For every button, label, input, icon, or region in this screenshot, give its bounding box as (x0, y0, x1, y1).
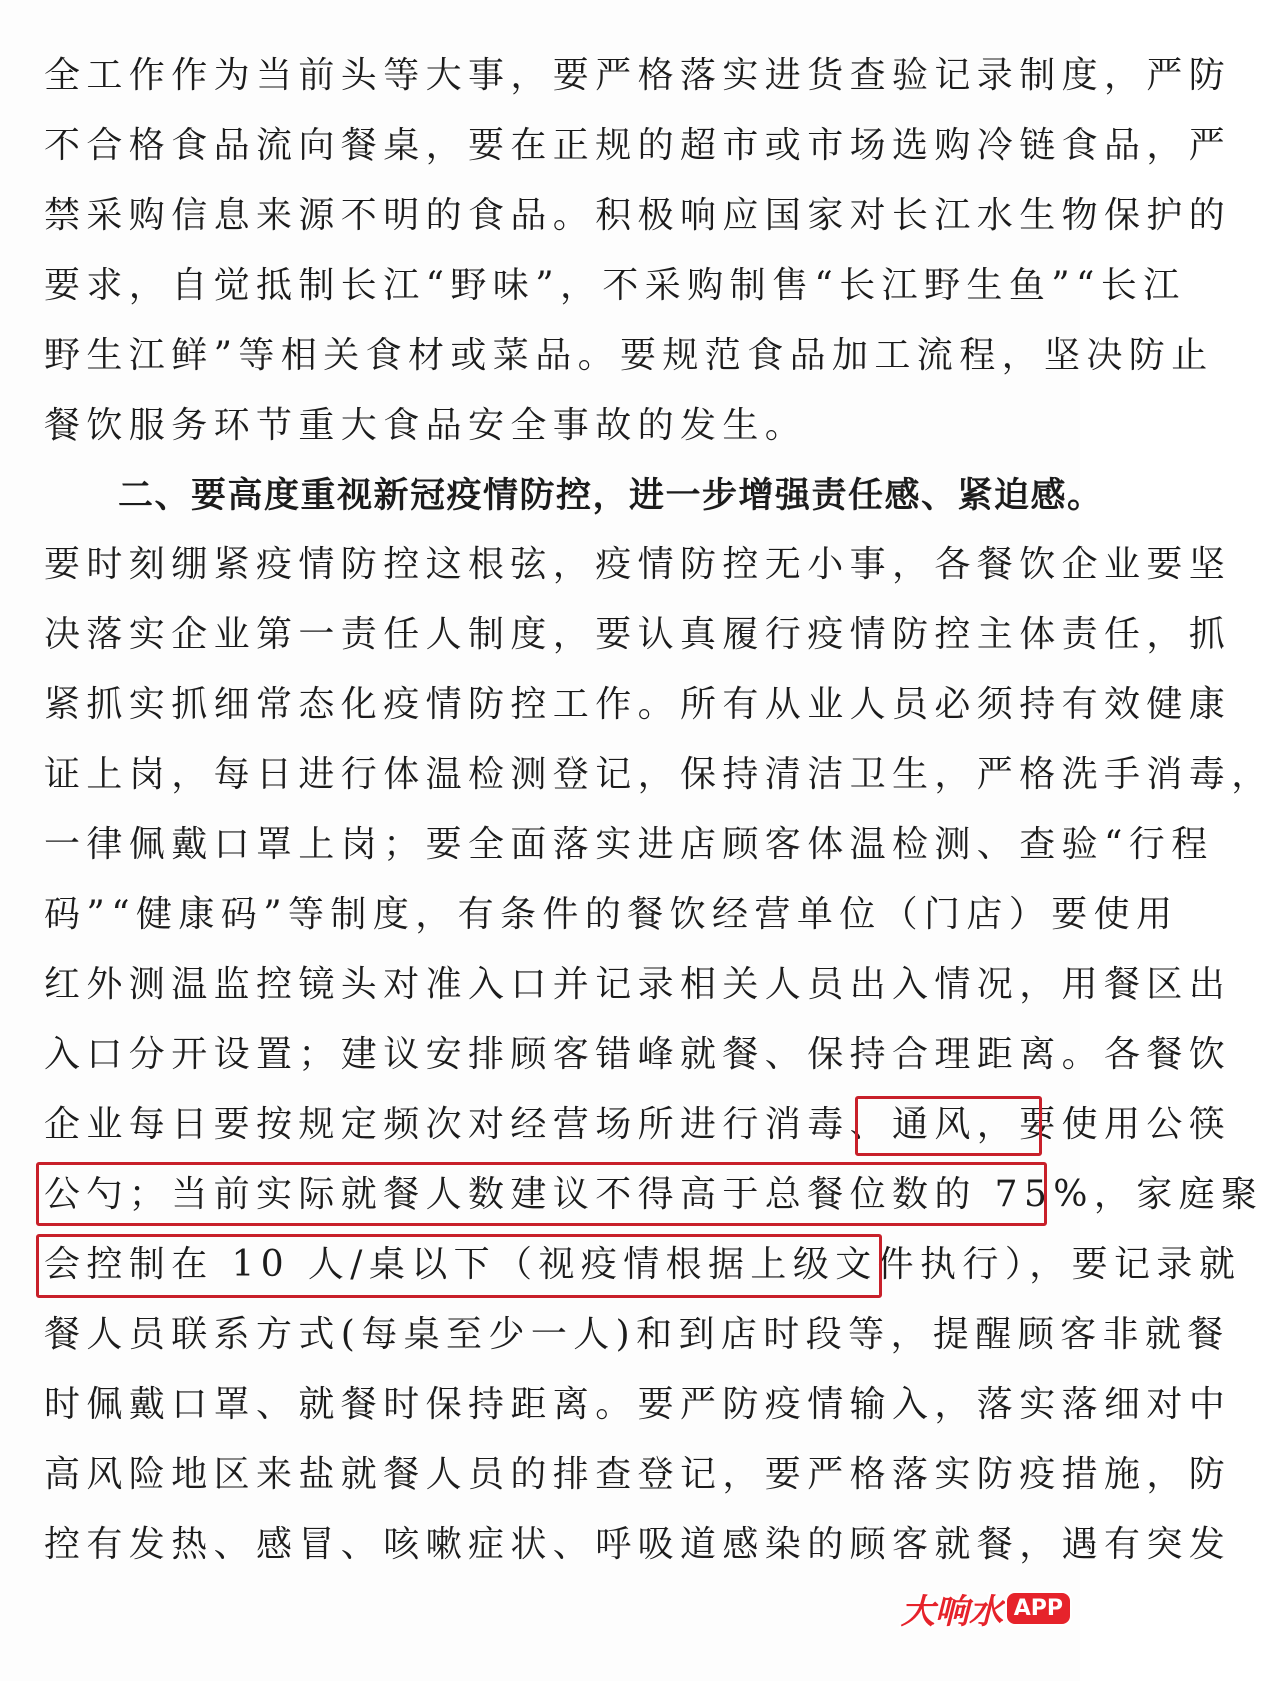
highlight-box (36, 1162, 1264, 1226)
text-line: 要求，自觉抵制长江“野味”，不采购制售“长江野生鱼”“长江 (44, 265, 1186, 306)
text-line: 紧抓实抓细常态化疫情防控工作。所有从业人员必须持有效健康 (44, 684, 1232, 725)
text-line: 不合格食品流向餐桌，要在正规的超市或市场选购冷链食品，严 (44, 125, 1232, 166)
text-line: 红外测温监控镜头对准入口并记录相关人员出入情况，用餐区出 (44, 964, 1232, 1005)
watermark-brand: 大响水 (900, 1591, 1003, 1632)
text-line: 入口分开设置；建议安排顾客错峰就餐、保持合理距离。各餐饮 (44, 1034, 1232, 1075)
text-line: 证上岗，每日进行体温检测登记，保持清洁卫生，严格洗手消毒， (44, 754, 1274, 795)
app-watermark (901, 1585, 1072, 1631)
text-line: 餐饮服务环节重大食品安全事故的发生。 (44, 405, 808, 446)
text-line: 禁采购信息来源不明的食品。积极响应国家对长江水生物保护的 (44, 195, 1232, 236)
watermark-badge: APP (1005, 1591, 1072, 1626)
text-line: 餐人员联系方式(每桌至少一人)和到店时段等，提醒顾客非就餐 (44, 1314, 1230, 1355)
text-line: 一律佩戴口罩上岗；要全面落实进店顾客体温检测、查验“行程 (44, 824, 1214, 865)
text-line: 全工作作为当前头等大事，要严格落实进货查验记录制度，严防 (44, 55, 1232, 96)
text-line: 要时刻绷紧疫情防控这根弦，疫情防控无小事，各餐饮企业要坚 (44, 544, 1232, 585)
text-line: 企业每日要按规定频次对经营场所进行消毒、通风，要使用公筷 (44, 1104, 1232, 1145)
highlight-box (855, 1096, 1042, 1156)
text-line: 高风险地区来盐就餐人员的排查登记，要严格落实防疫措施，防 (44, 1454, 1232, 1495)
text-line: 时佩戴口罩、就餐时保持距离。要严防疫情输入，落实落细对中 (44, 1384, 1232, 1425)
text-line: 码”“健康码”等制度，有条件的餐饮经营单位（门店）要使用 (44, 894, 1179, 935)
text-line: 公勺；当前实际就餐人数建议不得高于总餐位数的 75%，家庭聚 (44, 1174, 1264, 1215)
highlight-box (36, 1234, 882, 1298)
text-line: 决落实企业第一责任人制度，要认真履行疫情防控主体责任，抓 (44, 614, 1232, 655)
text-line: 会控制在 10 人/桌以下（视疫情根据上级文件执行），要记录就 (44, 1244, 1242, 1285)
text-line: 野生江鲜”等相关食材或菜品。要规范食品加工流程，坚决防止 (44, 335, 1214, 376)
text-line: 控有发热、感冒、咳嗽症状、呼吸道感染的顾客就餐，遇有突发 (44, 1524, 1232, 1565)
section-heading: 二、要高度重视新冠疫情防控，进一步增强责任感、紧迫感。 (118, 476, 1104, 516)
